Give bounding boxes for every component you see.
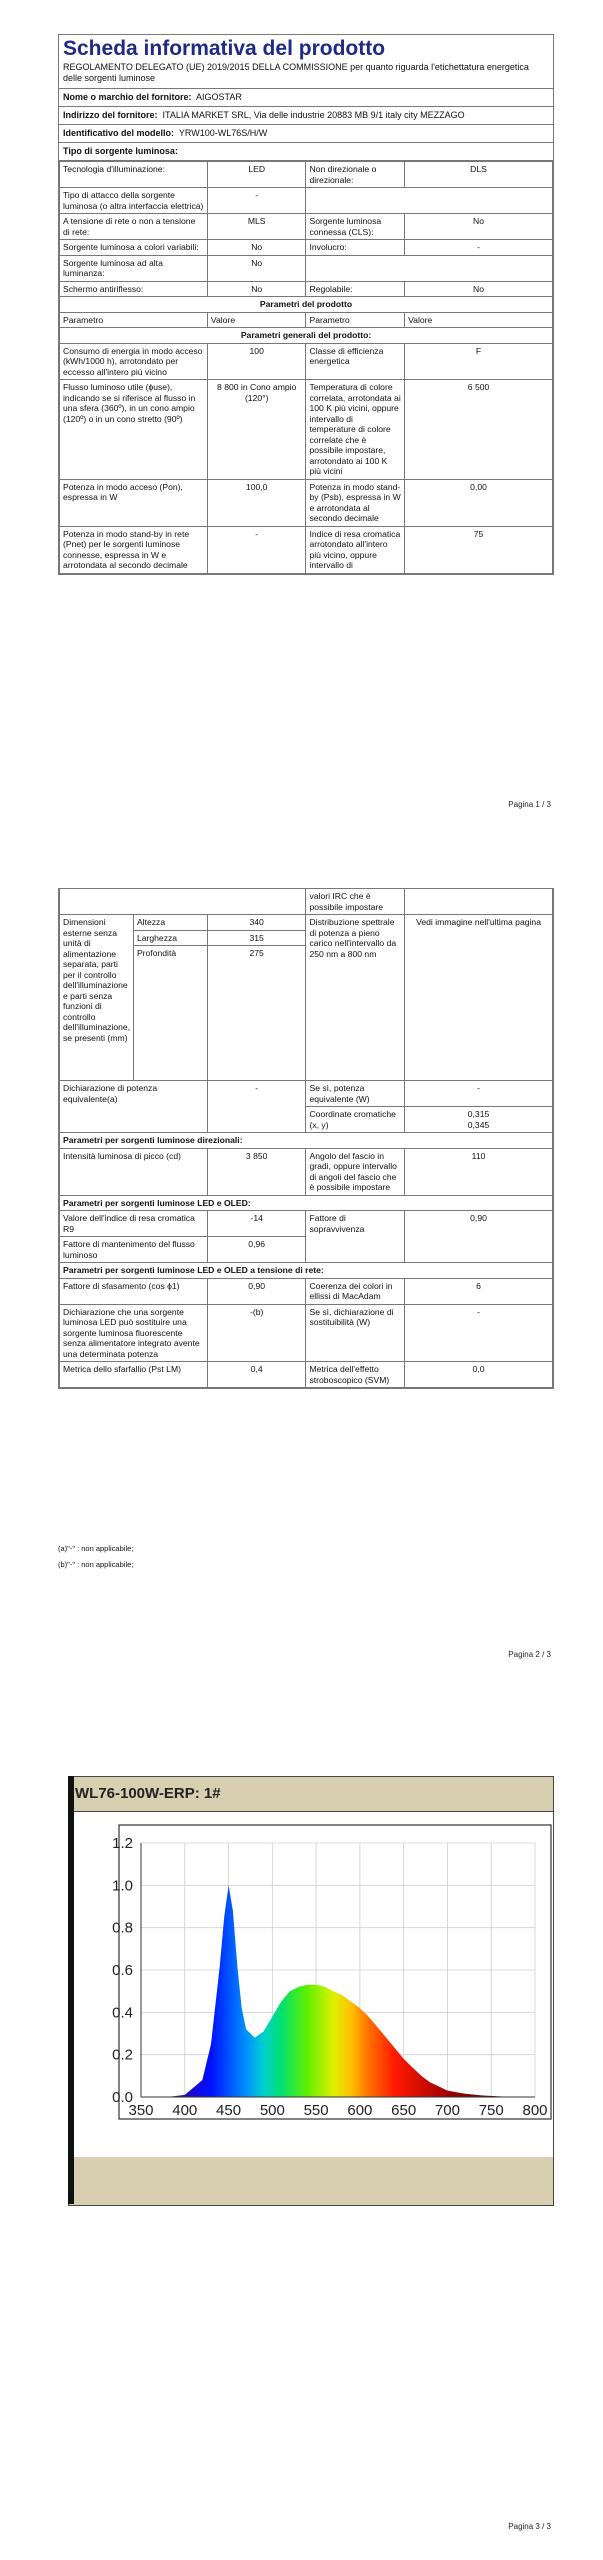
cell-value: 0,0 <box>405 1362 553 1388</box>
table-row <box>60 1263 553 1279</box>
table-row <box>60 1148 553 1195</box>
cell-empty <box>306 255 553 281</box>
table-row <box>60 281 553 297</box>
col-header: Valore <box>405 312 553 328</box>
table-row <box>60 526 553 573</box>
cell-label: Profondità <box>133 946 207 1081</box>
params-table-cont <box>59 888 553 1388</box>
table-row <box>60 343 553 380</box>
cell-value: No <box>405 281 553 297</box>
cell-label: Valore dell'indice di resa cromatica R9 <box>60 1211 208 1237</box>
cell-label: Fattore di mantenimento del flusso luminoso <box>60 1237 208 1263</box>
supplier-name-row <box>59 89 553 107</box>
cell-value: - <box>405 1081 553 1107</box>
cell-value: - <box>207 188 306 214</box>
page-number: Pagina 3 / 3 <box>508 2522 551 2531</box>
product-sheet <box>58 34 554 575</box>
table-row <box>60 479 553 526</box>
cell-label: Indice di resa cromatica arrotondato all'intero più vicino, oppure intervallo di <box>306 526 405 573</box>
x-tick-label: 500 <box>259 2102 285 2119</box>
cell-label: Se sì, potenza equivalente (W) <box>306 1081 405 1107</box>
cell-label: Coerenza dei colori in ellissi di MacAdam <box>306 1278 405 1304</box>
source-type-row <box>59 143 553 161</box>
model-id: YRW100-WL76S/H/W <box>178 128 268 138</box>
cell-value: No <box>207 281 306 297</box>
cell-label: Classe di efficienza energetica <box>306 343 405 380</box>
cell-label: Temperatura di colore correlata, arrotondata ai 100 K più vicini, oppure intervallo di temperature di colore correlate che è possibile impostare, arrotondato ai 100 K più vicini <box>306 380 405 480</box>
page-2 <box>0 860 603 1680</box>
cell-label: A tensione di rete o non a tensione di rete: <box>60 214 208 240</box>
cell-label: Coordinate cromatiche (x, y) <box>306 1107 405 1133</box>
cell-value: No <box>405 214 553 240</box>
cell-label: Intensità luminosa di picco (cd) <box>60 1148 208 1195</box>
cell-label: Tipo di attacco della sorgente luminosa (o altra interfaccia elettrica) <box>60 188 208 214</box>
cell-value: 0,90 <box>207 1278 306 1304</box>
cell-label: Potenza in modo acceso (Pon), espressa in W <box>60 479 208 526</box>
cell-value: - <box>405 240 553 256</box>
page-3 <box>0 1710 603 2560</box>
table-row <box>60 889 553 915</box>
cell-value: DLS <box>405 162 553 188</box>
cell-value: 0,90 <box>405 1211 553 1263</box>
cell-label: Potenza in modo stand-by (Psb), espressa in W e arrotondata al secondo decimale <box>306 479 405 526</box>
cell-value: 275 <box>207 946 306 1081</box>
cell-label: Tecnologia d'illuminazione: <box>60 162 208 188</box>
cell-label: Consumo di energia in modo acceso (kWh/1000 h), arrotondato per eccesso all'intero più vicino <box>60 343 208 380</box>
cell-label: Dichiarazione di potenza equivalente(a) <box>60 1081 208 1133</box>
cell-value: 110 <box>405 1148 553 1195</box>
x-tick-label: 750 <box>478 2102 504 2119</box>
page-number: Pagina 2 / 3 <box>508 1650 551 1659</box>
cell-value: 100 <box>207 343 306 380</box>
cell-label: Schermo antiriflesso: <box>60 281 208 297</box>
cell-label: Fattore di sfasamento (cos ɸ1) <box>60 1278 208 1304</box>
params-title: Parametri del prodotto <box>60 297 553 313</box>
supplier-address-row <box>59 107 553 125</box>
cell-label: Dichiarazione che una sorgente luminosa LED può sostituire una sorgente luminosa fluorescente senza alimentatore integrato avente una determinata potenza <box>60 1304 208 1362</box>
table-row <box>60 1195 553 1211</box>
cell-label: Distribuzione spettrale di potenza a pieno carico nell'intervallo da 250 nm a 800 nm <box>306 915 405 1081</box>
cell-label: Non direzionale o direzionale: <box>306 162 405 188</box>
cell-label: Altezza <box>133 915 207 931</box>
cell-value: 3 850 <box>207 1148 306 1195</box>
cell-label: valori IRC che è possibile impostare <box>306 889 405 915</box>
page-1 <box>0 0 603 835</box>
general-title: Parametri generali del prodotto: <box>60 328 553 344</box>
dims-label: Dimensioni esterne senza unità di alimentazione separata, parti per il controllo dell'illuminazione e parti senza funzioni di controllo dell'illuminazione, se presenti (mm) <box>60 915 134 1081</box>
cell-label: Larghezza <box>133 930 207 946</box>
cell-value: -14 <box>207 1211 306 1237</box>
supplier-address-label: Indirizzo del fornitore: <box>63 110 158 120</box>
table-row <box>60 328 553 344</box>
table-row <box>60 915 553 931</box>
table-row <box>60 312 553 328</box>
chroma-y: 0,345 <box>467 1119 490 1130</box>
x-tick-label: 800 <box>522 2102 548 2119</box>
source-table <box>59 161 553 574</box>
table-row <box>60 255 553 281</box>
cell-value: - <box>405 1304 553 1362</box>
footnote-b: (b)"-" : non applicabile; <box>58 1560 134 1569</box>
y-tick-label: 0.0 <box>112 2089 133 2106</box>
table-row <box>60 297 553 313</box>
table-row <box>60 162 553 188</box>
product-sheet-cont <box>58 888 554 1389</box>
cell-label: Sorgente luminosa ad alta luminanza: <box>60 255 208 281</box>
cell-value: 8 800 in Cono ampio (120°) <box>207 380 306 480</box>
cell-value: 0,4 <box>207 1362 306 1388</box>
cell-label: Metrica dell'effetto stroboscopico (SVM) <box>306 1362 405 1388</box>
cell-value: 6 <box>405 1278 553 1304</box>
table-row <box>60 1304 553 1362</box>
cell-value: 315 <box>207 930 306 946</box>
cell-empty <box>306 188 553 214</box>
spectrum-chart <box>69 1777 553 2205</box>
model-label: Identificativo del modello: <box>63 128 175 138</box>
cell-value: - <box>207 526 306 573</box>
x-tick-label: 550 <box>303 2102 329 2119</box>
cell-label: Regolabile: <box>306 281 405 297</box>
cell-label: Involucro: <box>306 240 405 256</box>
y-tick-label: 1.2 <box>112 1835 133 1852</box>
col-header: Parametro <box>60 312 208 328</box>
table-row <box>60 1133 553 1149</box>
cell-value: -(b) <box>207 1304 306 1362</box>
y-tick-label: 0.4 <box>112 2004 133 2022</box>
cell-label: Sorgente luminosa connessa (CLS): <box>306 214 405 240</box>
col-header: Parametro <box>306 312 405 328</box>
x-tick-label: 350 <box>128 2102 154 2119</box>
spectrum-panel <box>68 1776 554 2206</box>
cell-label: Sorgente luminosa a colori variabili: <box>60 240 208 256</box>
cell-value: 0,00 <box>405 479 553 526</box>
cell-value: No <box>207 255 306 281</box>
spectrum-title: WL76-100W-ERP: 1# <box>75 1785 221 1802</box>
y-tick-label: 0.6 <box>112 1962 133 1979</box>
table-row <box>60 240 553 256</box>
cell-empty <box>60 889 306 915</box>
table-row <box>60 1362 553 1388</box>
col-header: Valore <box>207 312 306 328</box>
cell-value: - <box>207 1081 306 1133</box>
cell-label: Potenza in modo stand-by in rete (Pnet) per le sorgenti luminose connesse, espressa in W e arrotondata al secondo decimale <box>60 526 208 573</box>
cell-value: 100,0 <box>207 479 306 526</box>
footnote-a: (a)"-" : non applicabile; <box>58 1544 134 1553</box>
dir-title: Parametri per sorgenti luminose direzionali: <box>60 1133 553 1149</box>
y-tick-label: 1.0 <box>112 1877 133 1895</box>
x-tick-label: 700 <box>434 2102 460 2119</box>
table-row <box>60 1211 553 1237</box>
cell-value <box>405 1107 553 1133</box>
cell-label: Se sì, dichiarazione di sostituibilità (W) <box>306 1304 405 1362</box>
panel-edge <box>68 1776 74 2204</box>
y-tick-label: 0.2 <box>112 2046 133 2064</box>
model-row <box>59 125 553 143</box>
chroma-x: 0,315 <box>467 1109 490 1119</box>
page-number: Pagina 1 / 3 <box>508 800 551 809</box>
cell-value: MLS <box>207 214 306 240</box>
supplier-address: ITALIA MARKET SRL, Via delle industrie 20883 MB 9/1 italy city MEZZAGO <box>162 110 465 120</box>
cell-label: Angolo del fascio in gradi, oppure intervallo di angoli del fascio che è possibile impostare <box>306 1148 405 1195</box>
supplier-name-label: Nome o marchio del fornitore: <box>63 92 192 102</box>
cell-value: 340 <box>207 915 306 931</box>
supplier-name: AIGOSTAR <box>196 92 242 102</box>
cell-value: 75 <box>405 526 553 573</box>
cell-label: Metrica dello sfarfallio (Pst LM) <box>60 1362 208 1388</box>
led-title: Parametri per sorgenti luminose LED e OLED: <box>60 1195 553 1211</box>
cell-value: 6 500 <box>405 380 553 480</box>
x-tick-label: 450 <box>216 2102 242 2119</box>
cell-value: Vedi immagine nell'ultima pagina <box>405 915 553 1081</box>
x-tick-label: 600 <box>347 2102 373 2119</box>
cell-label: Flusso luminoso utile (ɸuse), indicando se si riferisce al flusso in una sfera (360º), in un cono ampio (120º) o in un cono stretto (90º) <box>60 380 208 480</box>
x-tick-label: 650 <box>391 2102 417 2119</box>
cell-value: LED <box>207 162 306 188</box>
doc-title: Scheda informativa del prodotto <box>63 37 386 60</box>
cell-value: No <box>207 240 306 256</box>
table-row <box>60 380 553 480</box>
table-row <box>60 188 553 214</box>
cell-empty <box>405 889 553 915</box>
x-tick-label: 400 <box>172 2102 198 2119</box>
cell-value: 0,96 <box>207 1237 306 1263</box>
y-tick-label: 0.8 <box>112 1919 133 1937</box>
table-row <box>60 1081 553 1107</box>
cell-label: Fattore di sopravvivenza <box>306 1211 405 1263</box>
table-row <box>60 214 553 240</box>
source-type-label: Tipo di sorgente luminosa: <box>63 146 178 156</box>
table-row <box>60 1278 553 1304</box>
cell-value: F <box>405 343 553 380</box>
regulation-text: REGOLAMENTO DELEGATO (UE) 2019/2015 DELLA COMMISSIONE per quanto riguarda l'etichettatura energetica delle sorgenti luminose <box>59 61 553 89</box>
mains-title: Parametri per sorgenti luminose LED e OLED a tensione di rete: <box>60 1263 553 1279</box>
